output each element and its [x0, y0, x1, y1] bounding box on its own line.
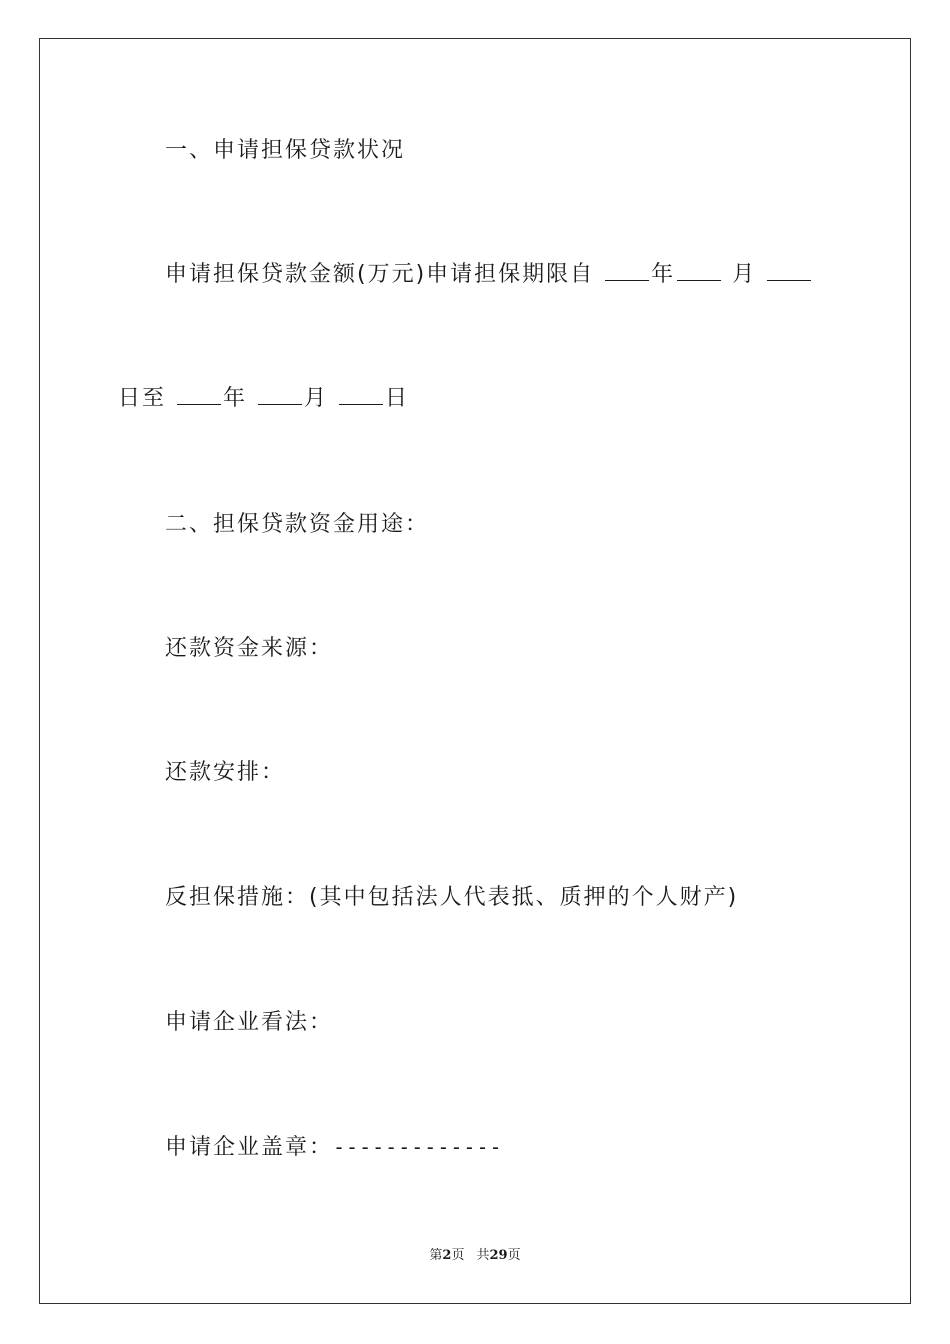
loan-amount-line [165, 261, 813, 289]
page-footer [0, 1247, 950, 1265]
month-label: 月 [732, 262, 757, 287]
footer-prefix: 第 [429, 1248, 443, 1263]
page-frame [39, 38, 911, 1304]
company-seal-label: 申请企业盖章： [165, 1135, 334, 1160]
footer-total-pages: 29 [489, 1248, 508, 1263]
end-day-label: 日 [385, 386, 410, 411]
footer-page-number: 2 [442, 1248, 452, 1263]
company-opinion-label: 申请企业看法： [165, 1010, 334, 1035]
footer-total-unit: 页 [507, 1248, 521, 1263]
day-blank[interactable] [767, 262, 811, 281]
repay-source-label: 还款资金来源： [165, 636, 334, 661]
footer-page-unit: 页 [451, 1248, 465, 1263]
section-1-heading: 一、申请担保贷款状况 [165, 138, 406, 163]
year-label: 年 [651, 262, 676, 287]
section-2-heading: 二、担保贷款资金用途： [165, 512, 430, 537]
end-year-blank[interactable] [177, 386, 221, 405]
year-blank[interactable] [605, 262, 649, 281]
end-year-label: 年 [223, 386, 248, 411]
counter-guarantee-label: 反担保措施：(其中包括法人代表抵、质押的个人财产) [165, 885, 739, 910]
month-blank[interactable] [677, 262, 721, 281]
footer-total-prefix: 共 [476, 1248, 490, 1263]
end-month-label: 月 [304, 386, 329, 411]
seal-dash-line: ------------- [333, 1135, 503, 1159]
day-to-label: 日至 [118, 386, 167, 411]
repay-plan-label: 还款安排： [165, 760, 286, 785]
end-day-blank[interactable] [339, 386, 383, 405]
loan-period-end-line [118, 385, 409, 413]
company-seal-line [165, 1133, 503, 1162]
end-month-blank[interactable] [258, 386, 302, 405]
loan-amount-label: 申请担保贷款金额(万元)申请担保期限自 [165, 262, 595, 287]
